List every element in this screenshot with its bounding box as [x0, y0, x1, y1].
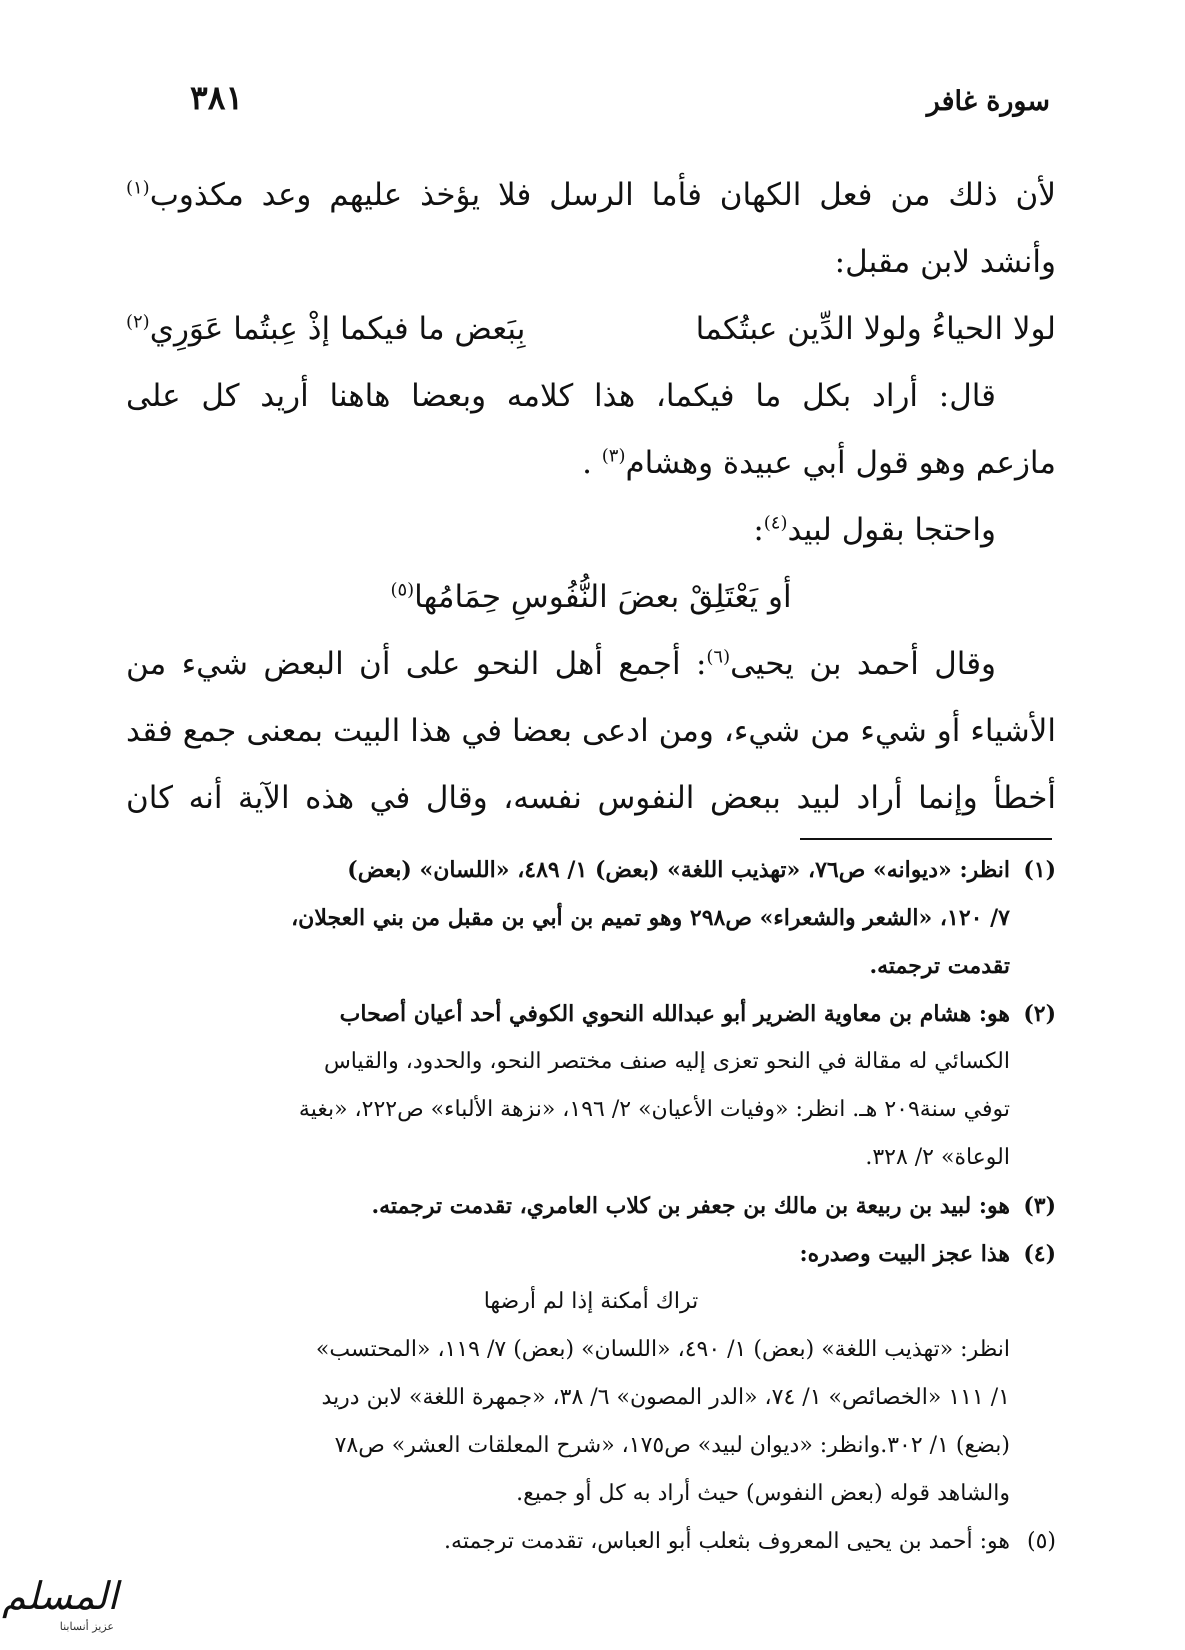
footnote-ref: (٣) [601, 445, 626, 467]
footnote-line: (١)انظر: «ديوانه» ص٧٦، «تهذيب اللغة» (بعض) ١/ ٤٨٩، «اللسان» (بعض) [126, 846, 1056, 894]
stamp-caption: عزيز أنسابنا [59, 1620, 114, 1633]
footnote-ref: (١) [126, 177, 150, 199]
footnote-separator [800, 838, 1052, 840]
main-text [126, 162, 1056, 832]
publisher-stamp [2, 1560, 136, 1645]
footnote-ref: (٢) [126, 311, 150, 333]
footnote-ref: (٦) [706, 646, 731, 668]
poetry-line [126, 296, 1056, 363]
text-line: قال: أراد بكل ما فيكما، هذا كلامه وبعضا هاهنا أريد كل على [126, 378, 996, 414]
footnote-number: (٤) [1023, 1241, 1056, 1267]
footnote-ref: (٤) [763, 512, 788, 534]
footnote-number: (٢) [1023, 1001, 1056, 1027]
footnote-line: ١/ ١١١ «الخصائص» ١/ ٧٤، «الدر المصون» ٦/ ٣٨، «جمهرة اللغة» لابن دريد [321, 1385, 1010, 1410]
footnotes [126, 846, 1056, 1566]
footnote-ref: (٥) [390, 579, 415, 601]
stamp-logo-text: المسلم [2, 1574, 118, 1618]
poetry-line: أو يَعْتَلِقْ بعضَ النُّفُوسِ حِمَامُها$^{(٥)}$ [390, 579, 792, 615]
footnote-line: الكسائي له مقالة في النحو تعزى إليه صنف مختصر النحو، والحدود، والقياس [323, 1049, 1010, 1074]
footnote-line: (٣)هو: لبيد بن ربيعة بن مالك بن جعفر بن كلاب العامري، تقدمت ترجمته. [126, 1182, 1056, 1230]
footnote-number: (٣) [1023, 1193, 1056, 1219]
verse-second-hemistich: بِبَعض ما فيكما إذْ عِبتُما عَوَرِي$^{(٢)}$ [126, 311, 526, 347]
footnote-line: تقدمت ترجمته. [869, 953, 1010, 979]
verse-first-hemistich: لولا الحياءُ ولولا الدِّين عبتُكما [695, 311, 1056, 347]
footnote-line: توفي سنة٢٠٩ هـ. انظر: «وفيات الأعيان» ٢/ ١٩٦، «نزهة الألباء» ص٢٢٢، «بغية [298, 1097, 1010, 1122]
text-line: وقال أحمد بن يحيى$^{(٦)}$: أجمع أهل النحو على أن البعض شيء من [126, 646, 996, 682]
footnote-verse: تراك أمكنة إذا لم أرضها [483, 1289, 699, 1314]
text-line: لأن ذلك من فعل الكهان فأما الرسل فلا يؤخذ عليهم وعد مكذوب$^{(١)}$ [126, 177, 1056, 213]
footnote-line: والشاهد قوله (بعض النفوس) حيث أراد به كل أو جميع. [516, 1481, 1010, 1506]
text-line: الأشياء أو شيء من شيء، ومن ادعى بعضا في هذا البيت بمعنى جمع فقد [126, 713, 1056, 749]
footnote-line: ٧/ ١٢٠، «الشعر والشعراء» ص٢٩٨ وهو تميم بن أبي بن مقبل من بني العجلان، [291, 905, 1010, 931]
footnote-line: انظر: «تهذيب اللغة» (بعض) ١/ ٤٩٠، «اللسان» (بعض) ٧/ ١١٩، «المحتسب» [315, 1337, 1010, 1362]
footnote-line: الوعاة» ٢/ ٣٢٨. [865, 1145, 1010, 1170]
running-header [190, 78, 1050, 128]
footnote-line: (٢)هو: هشام بن معاوية الضرير أبو عبدالله النحوي الكوفي أحد أعيان أصحاب [126, 990, 1056, 1038]
surah-title: سورة غافر [926, 86, 1050, 117]
text-line: أخطأ وإنما أراد لبيد ببعض النفوس نفسه، وقال في هذه الآية أنه كان [126, 780, 1056, 816]
footnote-line: (٥)هو: أحمد بن يحيى المعروف بثعلب أبو العباس، تقدمت ترجمته. [126, 1518, 1056, 1566]
footnote-line: (٤)هذا عجز البيت وصدره: [126, 1230, 1056, 1278]
footnote-number: (١) [1023, 857, 1056, 883]
text-line: واحتجا بقول لبيد$^{(٤)}$: [753, 512, 996, 548]
text-line: مازعم وهو قول أبي عبيدة وهشام$^{(٣)}$ . [582, 445, 1056, 481]
footnote-line: (بضع) ١/ ٣٠٢.وانظر: «ديوان لبيد» ص١٧٥، «شرح المعلقات العشر» ص٧٨ [334, 1433, 1010, 1458]
text-line: وأنشد لابن مقبل: [834, 244, 1056, 280]
page-number: ٣٨١ [190, 78, 244, 117]
footnote-number: (٥) [1026, 1529, 1056, 1554]
